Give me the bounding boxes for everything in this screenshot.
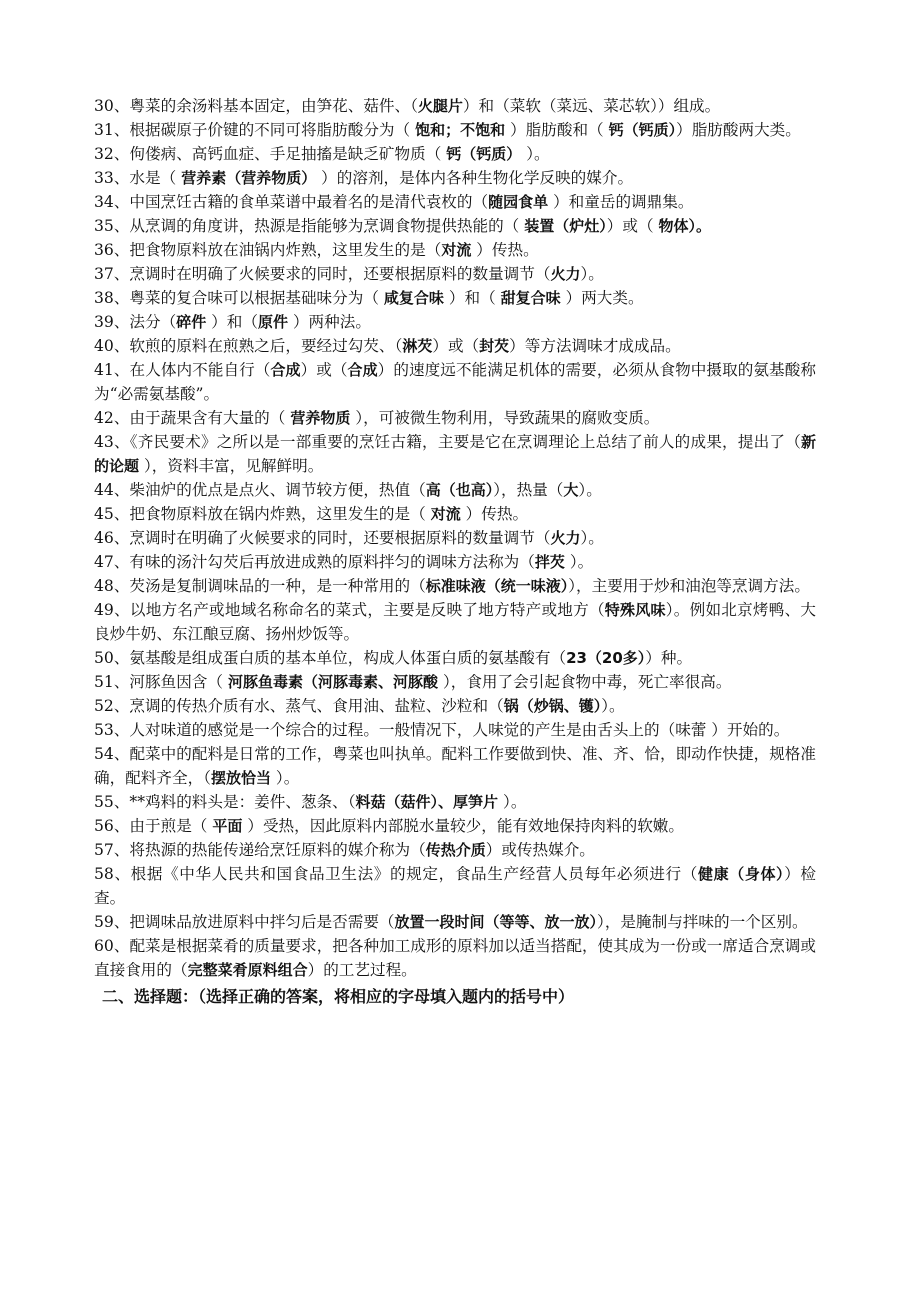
question-item xyxy=(94,790,816,814)
question-text: ）两种法。 xyxy=(288,313,371,331)
question-text: 41、在人体内不能自行（ xyxy=(94,361,271,379)
question-text: 52、烹调的传热介质有水、蒸气、食用油、盐粒、沙粒和（ xyxy=(94,697,504,715)
question-text: ）。 xyxy=(601,697,625,715)
answer-text: 摆放恰当 xyxy=(210,769,271,787)
answer-text: 营养物质 xyxy=(290,409,351,427)
question-text: ）。 xyxy=(270,769,300,787)
question-text: ）。 xyxy=(580,265,604,283)
answer-text: 甜复合味 xyxy=(500,289,561,307)
question-text: ），热量（ xyxy=(493,481,564,499)
answer-text: 高（也高） xyxy=(425,481,494,499)
answer-text: 大 xyxy=(563,481,579,499)
question-text: 33、水是（ xyxy=(94,169,182,187)
answer-text: 物体）。 xyxy=(658,217,712,235)
question-text: ）和（ xyxy=(443,289,501,307)
answer-text: 营养素（营养物质） xyxy=(181,169,317,187)
question-text: 43、《齐民要术》之所以是一部重要的烹饪古籍，主要是它在烹调理论上总结了前人的成果，提出了（ xyxy=(94,433,801,451)
question-text: ）。 xyxy=(564,553,594,571)
question-text: ）或（ xyxy=(300,361,348,379)
answer-text: 健康（身体） xyxy=(697,865,785,883)
question-text: ）和童岳的调鼎集。 xyxy=(548,193,694,211)
question-item xyxy=(94,934,816,982)
answer-text: 特殊风味 xyxy=(604,601,666,619)
question-text: ）或传热媒介。 xyxy=(485,841,595,859)
question-text: ）。 xyxy=(498,793,527,811)
document-page xyxy=(94,94,816,1010)
question-text: 42、由于蔬果含有大量的（ xyxy=(94,409,291,427)
question-text: 38、粤菜的复合味可以根据基础味分为（ xyxy=(94,289,384,307)
question-item xyxy=(94,862,816,910)
question-text: ）。例如北京烤鸭、大良炒牛奶、东江酿豆腐、扬州炒饭等。 xyxy=(94,601,817,643)
answer-text: 合成 xyxy=(347,361,378,379)
question-item xyxy=(94,478,816,502)
question-text: 46、烹调时在明确了火候要求的同时，还要根据原料的数量调节（ xyxy=(94,529,551,547)
question-item xyxy=(94,694,816,718)
question-item xyxy=(94,166,816,190)
answer-text: 放置一段时间（等等、放一放） xyxy=(394,913,598,931)
answer-text: 合成 xyxy=(270,361,301,379)
question-text: 36、把食物原料放在油锅内炸熟，这里发生的是（ xyxy=(94,241,442,259)
question-item xyxy=(94,118,816,142)
answer-text: 原件 xyxy=(257,313,288,331)
question-item xyxy=(94,286,816,310)
section-heading: 二、选择题：（选择正确的答案，将相应的字母填入题内的括号中） xyxy=(102,987,575,1006)
question-text: ）脂肪酸和（ xyxy=(505,121,609,139)
answer-text: 料菇（菇件）、厚笋片 xyxy=(355,793,499,811)
question-text: ）等方法调味才成成品。 xyxy=(509,337,681,355)
question-text: 50、氨基酸是组成蛋白质的基本单位，构成人体蛋白质的氨基酸有（ xyxy=(94,649,567,667)
question-item xyxy=(94,310,816,334)
question-text: 44、柴油炉的优点是点火、调节较方便，热值（ xyxy=(94,481,426,499)
answer-text: 钙（钙质） xyxy=(608,121,677,139)
question-text: 47、有味的汤汁勾芡后再放进成熟的原料拌匀的调味方法称为（ xyxy=(94,553,535,571)
answer-text: 随园食单 xyxy=(488,193,549,211)
question-item xyxy=(94,550,816,574)
question-text: ）的速度远不能满足机体的需要，必须从食物中摄取的氨基酸称为“必需氨基酸”。 xyxy=(94,361,816,403)
answer-text: 新的论题 xyxy=(94,433,816,475)
question-item xyxy=(94,646,816,670)
question-text: ）传热。 xyxy=(471,241,539,259)
question-text: ）。 xyxy=(578,481,602,499)
answer-text: 标准味液（统一味液） xyxy=(425,577,569,595)
question-text: ）的工艺过程。 xyxy=(307,961,417,979)
question-text: 31、根据碳原子价键的不同可将脂肪酸分为（ xyxy=(94,121,416,139)
question-text: ），可被微生物利用，导致蔬果的腐败变质。 xyxy=(350,409,660,427)
question-item xyxy=(94,814,816,838)
question-item xyxy=(94,142,816,166)
question-item xyxy=(94,742,816,790)
question-text: ）的溶剂，是体内各种生物化学反映的媒介。 xyxy=(316,169,634,187)
question-item xyxy=(94,574,816,598)
question-text: ）。 xyxy=(521,145,550,163)
question-text: ）传热。 xyxy=(460,505,529,523)
question-item xyxy=(94,190,816,214)
question-text: ），资料丰富，见解鲜明。 xyxy=(139,457,324,475)
question-text: 39、法分（ xyxy=(94,313,177,331)
answer-text: 碎件 xyxy=(176,313,207,331)
question-text: ）和（ xyxy=(206,313,258,331)
question-item xyxy=(94,214,816,238)
answer-text: 淋芡 xyxy=(402,337,433,355)
question-item xyxy=(94,718,816,742)
question-text: ）受热，因此原料内部脱水量较少，能有效地保持肉料的软嫩。 xyxy=(242,817,684,835)
question-text: 51、河豚鱼因含（ xyxy=(94,673,228,691)
answer-text: 咸复合味 xyxy=(383,289,444,307)
question-text: 59、把调味品放进原料中拌匀后是否需要（ xyxy=(94,913,395,931)
question-item xyxy=(94,838,816,862)
answer-text: 锅（炒锅、镬） xyxy=(503,697,602,715)
answer-text: 完整菜肴原料组合 xyxy=(187,961,308,979)
question-text: 53、人对味道的感觉是一个综合的过程。一般情况下，人味觉的产生是由舌头上的（味蕾 ）开始的。 xyxy=(94,721,790,739)
question-text: 34、中国烹饪古籍的食单菜谱中最着名的是清代袁枚的（ xyxy=(94,193,489,211)
question-item xyxy=(94,406,816,430)
question-text: ）和（菜软（菜远、菜芯软））组成。 xyxy=(462,97,721,115)
question-item xyxy=(94,670,816,694)
question-item xyxy=(94,238,816,262)
question-text: 55、**鸡料的料头是：姜件、葱条、（ xyxy=(94,793,356,811)
question-text: ），主要用于炒和油泡等烹调方法。 xyxy=(568,577,810,595)
question-text: 35、从烹调的角度讲，热源是指能够为烹调食物提供热能的（ xyxy=(94,217,525,235)
question-text: 48、芡汤是复制调味品的一种，是一种常用的（ xyxy=(94,577,426,595)
answer-text: 对流 xyxy=(430,505,461,523)
answer-text: 河豚鱼毒素（河豚毒素、河豚酸 xyxy=(227,673,438,691)
question-text: ），是腌制与拌味的一个区别。 xyxy=(597,913,808,931)
question-text: ）检查。 xyxy=(94,865,816,907)
question-text: 56、由于煎是（ xyxy=(94,817,213,835)
answer-text: 饱和；不饱和 xyxy=(415,121,506,139)
question-item xyxy=(94,262,816,286)
question-text: 57、将热源的热能传递给烹饪原料的媒介称为（ xyxy=(94,841,426,859)
question-item xyxy=(94,526,816,550)
question-text: ）脂肪酸两大类。 xyxy=(676,121,801,139)
answer-text: 平面 xyxy=(212,817,243,835)
question-text: ），食用了会引起食物中毒，死亡率很高。 xyxy=(437,673,732,691)
answer-text: 火力 xyxy=(550,265,581,283)
question-text: 40、软煎的原料在煎熟之后，要经过勾芡、（ xyxy=(94,337,403,355)
answer-text: 火腿片 xyxy=(417,97,463,115)
question-text: ）或（ xyxy=(432,337,480,355)
answer-text: 23（20多） xyxy=(566,649,646,667)
question-item xyxy=(94,358,816,406)
answer-text: 钙（钙质） xyxy=(446,145,522,163)
answer-text: 传热介质 xyxy=(425,841,486,859)
question-item xyxy=(94,94,816,118)
question-text: 60、配菜是根据菜肴的质量要求，把各种加工成形的原料加以适当搭配，使其成为一份或一席适合烹调或直接食用的（ xyxy=(94,937,816,979)
question-text: 37、烹调时在明确了火候要求的同时，还要根据原料的数量调节（ xyxy=(94,265,551,283)
question-text: 32、佝偻病、高钙血症、手足抽搐是缺乏矿物质（ xyxy=(94,145,447,163)
question-text: 45、把食物原料放在锅内炸熟，这里发生的是（ xyxy=(94,505,431,523)
question-item xyxy=(94,910,816,934)
question-text: 30、粤菜的余汤料基本固定，由笋花、菇件、（ xyxy=(94,97,418,115)
answer-text: 拌芡 xyxy=(534,553,565,571)
question-item xyxy=(94,598,816,646)
answer-text: 封芡 xyxy=(479,337,510,355)
question-text: 49、以地方名产或地域名称命名的菜式，主要是反映了地方特产或地方（ xyxy=(94,601,605,619)
question-text: 54、配菜中的配料是日常的工作，粤菜也叫执单。配料工作要做到快、准、齐、恰，即动作快捷，规格准确，配料齐全，（ xyxy=(94,745,816,787)
question-text: 58、根据《中华人民共和国食品卫生法》的规定，食品生产经营人员每年必须进行（ xyxy=(94,865,698,883)
question-text: ）两大类。 xyxy=(560,289,644,307)
question-text: ）或（ xyxy=(606,217,659,235)
answer-text: 对流 xyxy=(441,241,472,259)
question-item xyxy=(94,502,816,526)
question-text: ）。 xyxy=(580,529,604,547)
answer-text: 装置（炉灶） xyxy=(524,217,607,235)
question-list xyxy=(94,94,816,982)
question-text: ）种。 xyxy=(645,649,693,667)
question-item xyxy=(94,430,816,478)
answer-text: 火力 xyxy=(550,529,581,547)
question-item xyxy=(94,334,816,358)
